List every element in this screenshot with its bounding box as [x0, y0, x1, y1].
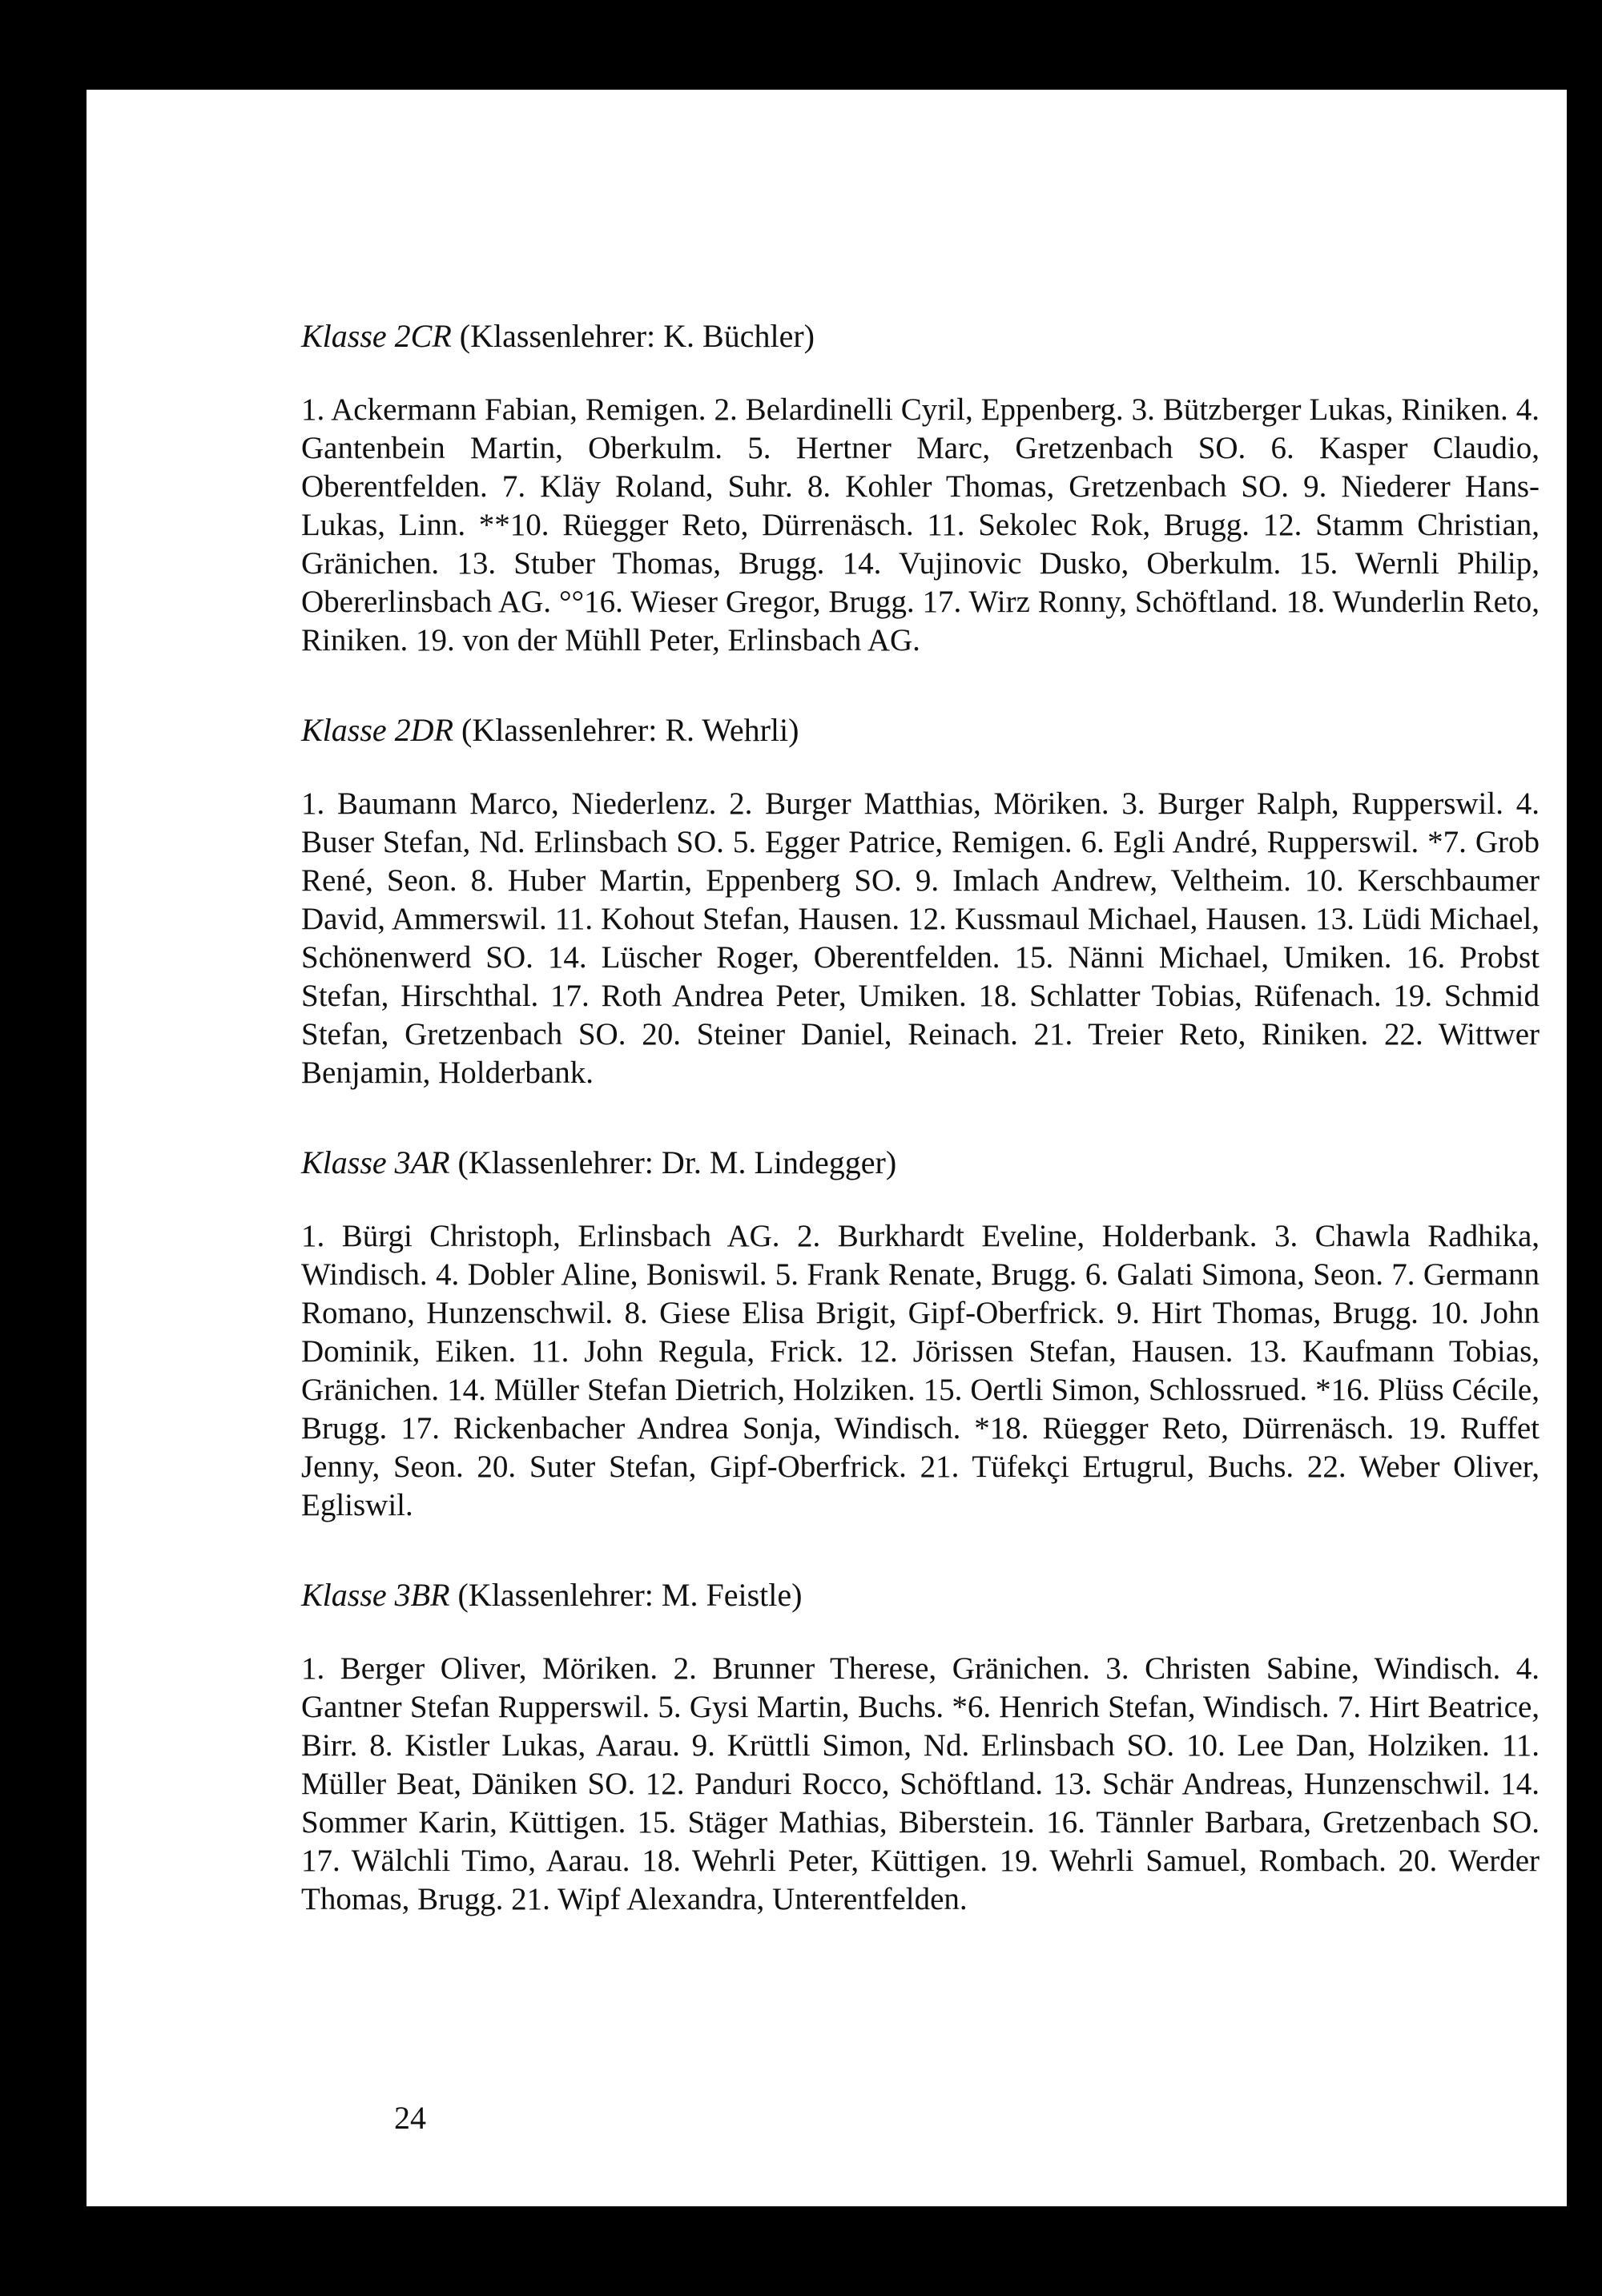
class-section-2cr: [301, 316, 1540, 660]
class-label: Klasse 3BR: [301, 1577, 450, 1613]
teacher-label: (Klassenlehrer: M. Feistle): [457, 1577, 803, 1613]
class-label: Klasse 3AR: [301, 1144, 450, 1180]
student-list: 1. Ackermann Fabian, Remigen. 2. Belardinelli Cyril, Eppenberg. 3. Bützberger Lukas, Riniken. 4. Gantenbein Martin, Oberkulm. 5. Hertner Marc, Gretzenbach SO. 6. Kasper Claudio, Oberentfelden. 7. Kläy Roland, Suhr. 8. Kohler Thomas, Gretzenbach SO. 9. Niederer Hans-Lukas, Linn. **10. Rüegger Reto, Dürrenäsch. 11. Sekolec Rok, Brugg. 12. Stamm Christian, Gränichen. 13. Stuber Thomas, Brugg. 14. Vujinovic Dusko, Oberkulm. 15. Wernli Philip, Obererlinsbach AG. °°16. Wieser Gregor, Brugg. 17. Wirz Ronny, Schöftland. 18. Wunderlin Reto, Riniken. 19. von der Mühll Peter, Erlinsbach AG.: [301, 392, 1540, 657]
class-label: Klasse 2DR: [301, 712, 453, 748]
class-label: Klasse 2CR: [301, 318, 452, 354]
student-list: 1. Baumann Marco, Niederlenz. 2. Burger Matthias, Möriken. 3. Burger Ralph, Rupperswil. 4. Buser Stefan, Nd. Erlinsbach SO. 5. Egger Patrice, Remigen. 6. Egli André, Rupperswil. *7. Grob René, Seon. 8. Huber Martin, Eppenberg SO. 9. Imlach Andrew, Veltheim. 10. Kerschbaumer David, Ammerswil. 11. Kohout Stefan, Hausen. 12. Kussmaul Michael, Hausen. 13. Lüdi Michael, Schönenwerd SO. 14. Lüscher Roger, Oberentfelden. 15. Nänni Michael, Umiken. 16. Probst Stefan, Hirschthal. 17. Roth Andrea Peter, Umiken. 18. Schlatter Tobias, Rüfenach. 19. Schmid Stefan, Gretzenbach SO. 20. Steiner Daniel, Reinach. 21. Treier Reto, Riniken. 22. Wittwer Benjamin, Holderbank.: [301, 786, 1540, 1090]
teacher-label: (Klassenlehrer: Dr. M. Lindegger): [457, 1144, 897, 1180]
teacher-label: (Klassenlehrer: K. Büchler): [459, 318, 815, 354]
class-section-3ar: [301, 1142, 1540, 1525]
class-list-body: [301, 316, 1540, 1919]
teacher-label: (Klassenlehrer: R. Wehrli): [461, 712, 799, 748]
class-heading: [301, 1574, 1540, 1616]
class-section-2dr: [301, 710, 1540, 1092]
class-heading: [301, 316, 1540, 357]
class-heading: [301, 710, 1540, 751]
student-list: 1. Bürgi Christoph, Erlinsbach AG. 2. Burkhardt Eveline, Holderbank. 3. Chawla Radhika, Windisch. 4. Dobler Aline, Boniswil. 5. Frank Renate, Brugg. 6. Galati Simona, Seon. 7. Germann Romano, Hunzenschwil. 8. Giese Elisa Brigit, Gipf-Oberfrick. 9. Hirt Thomas, Brugg. 10. John Dominik, Eiken. 11. John Regula, Frick. 12. Jörissen Stefan, Hausen. 13. Kaufmann Tobias, Gränichen. 14. Müller Stefan Dietrich, Holziken. 15. Oertli Simon, Schlossrued. *16. Plüss Cécile, Brugg. 17. Rickenbacher Andrea Sonja, Windisch. *18. Rüegger Reto, Dürrenäsch. 19. Ruffet Jenny, Seon. 20. Suter Stefan, Gipf-Oberfrick. 21. Tüfekçi Ertugrul, Buchs. 22. Weber Oliver, Egliswil.: [301, 1219, 1540, 1522]
class-heading: [301, 1142, 1540, 1184]
class-section-3br: [301, 1574, 1540, 1919]
student-list: 1. Berger Oliver, Möriken. 2. Brunner Therese, Gränichen. 3. Christen Sabine, Windisch. 4. Gantner Stefan Rupperswil. 5. Gysi Martin, Buchs. *6. Henrich Stefan, Windisch. 7. Hirt Beatrice, Birr. 8. Kistler Lukas, Aarau. 9. Krüttli Simon, Nd. Erlinsbach SO. 10. Lee Dan, Holziken. 11. Müller Beat, Däniken SO. 12. Panduri Rocco, Schöftland. 13. Schär Andreas, Hunzenschwil. 14. Sommer Karin, Küttigen. 15. Stäger Mathias, Biberstein. 16. Tännler Barbara, Gretzenbach SO. 17. Wälchli Timo, Aarau. 18. Wehrli Peter, Küttigen. 19. Wehrli Samuel, Rombach. 20. Werder Thomas, Brugg. 21. Wipf Alexandra, Unterentfelden.: [301, 1651, 1540, 1916]
document-page: [87, 90, 1567, 2206]
page-number: 24: [394, 2100, 426, 2136]
